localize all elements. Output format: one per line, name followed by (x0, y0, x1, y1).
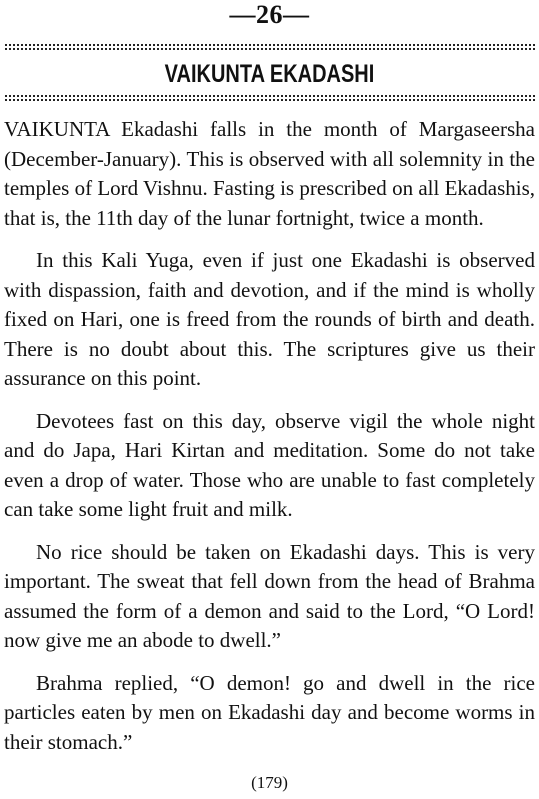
dotted-rule-bottom-upper (5, 95, 535, 97)
paragraph-2: In this Kali Yuga, even if just one Ekadashi is observed with dispassion, faith and devotion, and if the mind is wholly fixed on Hari, one is freed from the rounds of birth and death. There is no doubt about this. The scriptures give us their assurance on this point. (4, 248, 535, 390)
body-text (4, 115, 535, 770)
chapter-number: —26— (229, 0, 310, 29)
paragraph-3: Devotees fast on this day, observe vigil the whole night and do Japa, Hari Kirtan and meditation. Some do not take even a drop of water. Those who are unable to fast completely can take some light fruit and milk. (4, 408, 535, 521)
dotted-rule-top-upper (5, 44, 535, 46)
paragraph-1: VAIKUNTA Ekadashi falls in the month of Margaseersha (December-January). This is observed with all solemnity in the temples of Lord Vishnu. Fasting is prescribed on all Ekadashis, that is, the 11th day of the lunar fortnight, twice a month. (4, 117, 535, 230)
page-number: (179) (251, 773, 288, 792)
dotted-rule-top-lower (5, 48, 535, 50)
dotted-rule-bottom-lower (5, 99, 535, 101)
paragraph-4: No rice should be taken on Ekadashi days. This is very important. The sweat that fell down from the head of Brahma assumed the form of a demon and said to the Lord, “O Lord! now give me an abode to dwell.” (4, 539, 535, 652)
section-title: VAIKUNTA EKADASHI (164, 60, 375, 88)
paragraph-5: Brahma replied, “O demon! go and dwell in the rice particles eaten by men on Ekadashi day and become worms in their stomach.” (4, 670, 535, 754)
